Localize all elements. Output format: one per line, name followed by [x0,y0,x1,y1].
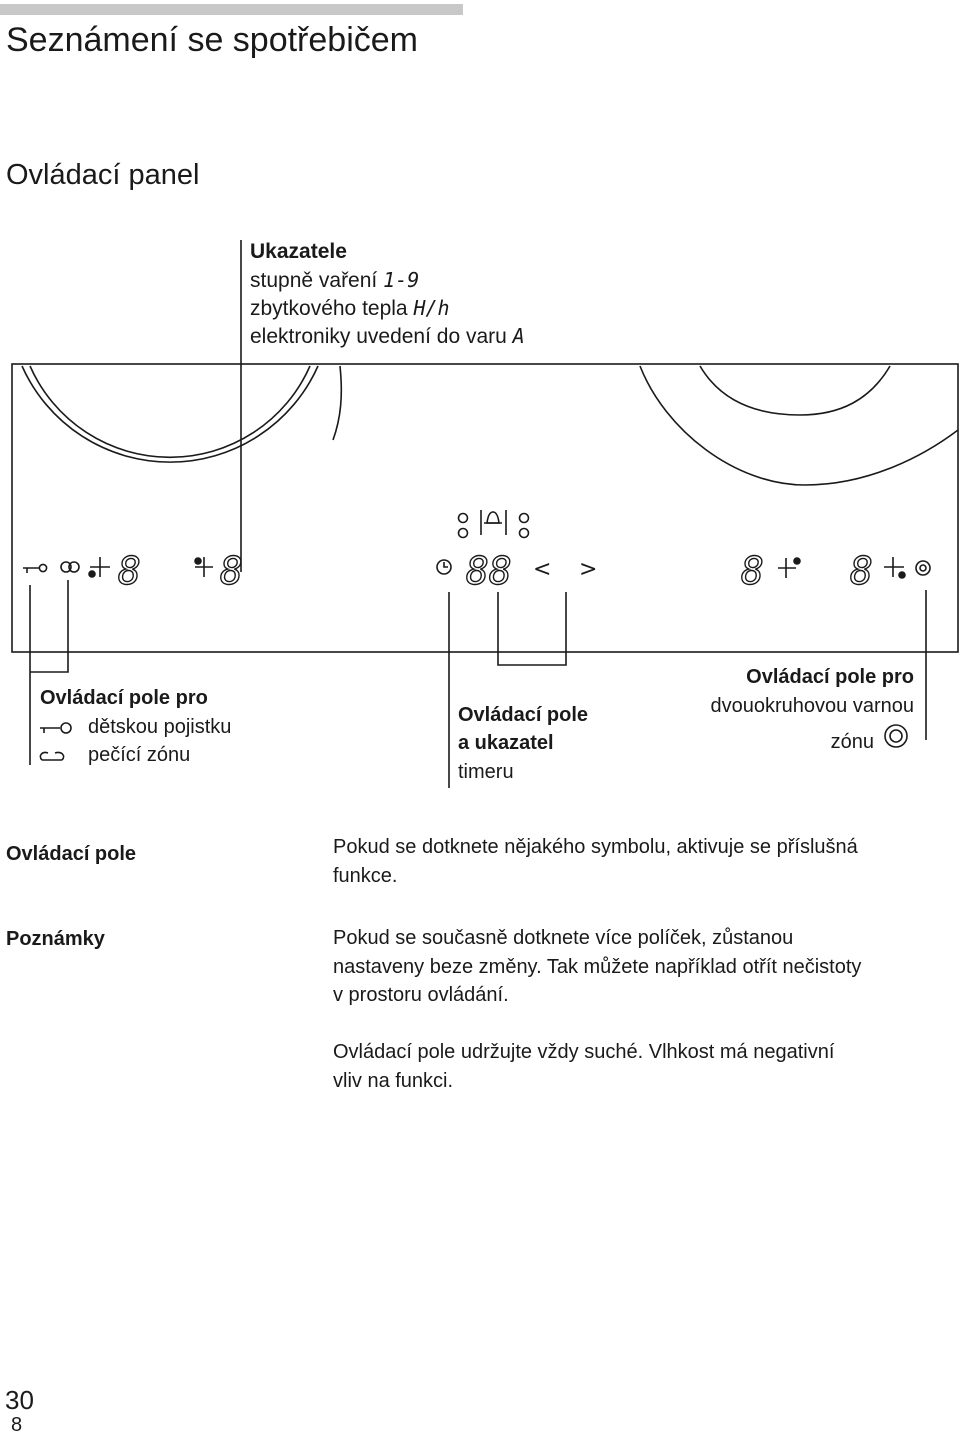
dot-4 [898,571,906,579]
dual-ring-small-icon [916,561,930,575]
digit-zone-3: 8 [741,549,764,593]
page-title: Seznámení se spotřebičem [6,21,418,59]
left-callout-child-lock: dětskou pojistku [88,716,232,738]
left-callout-heading: Ovládací pole pro [40,687,208,709]
page-sub-number: 8 [11,1414,23,1436]
bell-icon [459,510,529,538]
note-text-control: Pokud se dotknete nějakého symbolu, aktivuje se příslušná funkce. [333,836,858,887]
note-label-control: Ovládací pole [6,843,137,865]
right-callout-line2: dvouokruhovou varnou [710,695,914,717]
middle-callout-line3: timeru [458,761,514,783]
section-title: Ovládací panel [6,159,200,191]
indicators-heading: Ukazatele [250,240,347,263]
bridge-zone-icon [61,562,79,572]
middle-callout-line1: Ovládací pole [458,704,589,726]
middle-callout-line2: a ukazatel [458,732,554,754]
dot-2 [194,557,202,565]
callout-key-icon [40,723,71,733]
indicator-auto-heat: elektroniky uvedení do varu A [250,324,525,348]
right-callout-line1: Ovládací pole pro [746,666,914,688]
right-callout-line3: zónu [830,731,874,753]
indicator-cooking-level: stupně vaření 1-9 [250,268,420,292]
less-symbol: < [533,557,552,582]
clock-icon [437,560,451,574]
leader-timer-right [498,592,566,665]
leader-bridge [30,580,68,672]
note-text-remarks-2: Ovládací pole udržujte vždy suché. Vlhkost má negativní vliv na funkci. [333,1041,835,1092]
callout-bridge-icon [40,753,63,760]
dot-1 [88,570,96,578]
left-zone-outer-ring [22,366,318,462]
digit-zone-4: 8 [850,549,873,593]
key-icon [23,564,47,573]
left-zone-edge [333,366,341,440]
left-zone-inner-ring [30,366,310,457]
note-label-remarks: Poznámky [6,928,105,950]
timer-digits: 88 [466,549,512,593]
panel-frame [12,364,958,652]
greater-symbol: > [579,557,598,582]
symbol-a: A [512,324,525,348]
note-text-remarks-1: Pokud se současně dotknete více políček, zůstanou nastaveny beze změny. Tak můžete například otřít nečistoty v prostoru ovládání. [333,927,862,1006]
callout-dual-ring-icon [885,725,907,747]
left-callout-bridge-zone: pečící zónu [88,744,191,766]
symbol-h: H/h [413,296,450,320]
indicator-residual-heat: zbytkového tepla H/h [250,296,450,320]
digit-zone-2: 8 [220,549,243,593]
right-zone-outer-ring [640,366,958,485]
dot-3 [793,557,801,565]
right-zone-inner-ring [700,366,890,415]
symbol-1-9: 1-9 [383,268,420,292]
digit-zone-1: 8 [118,549,141,593]
page-number: 30 [5,1385,34,1415]
